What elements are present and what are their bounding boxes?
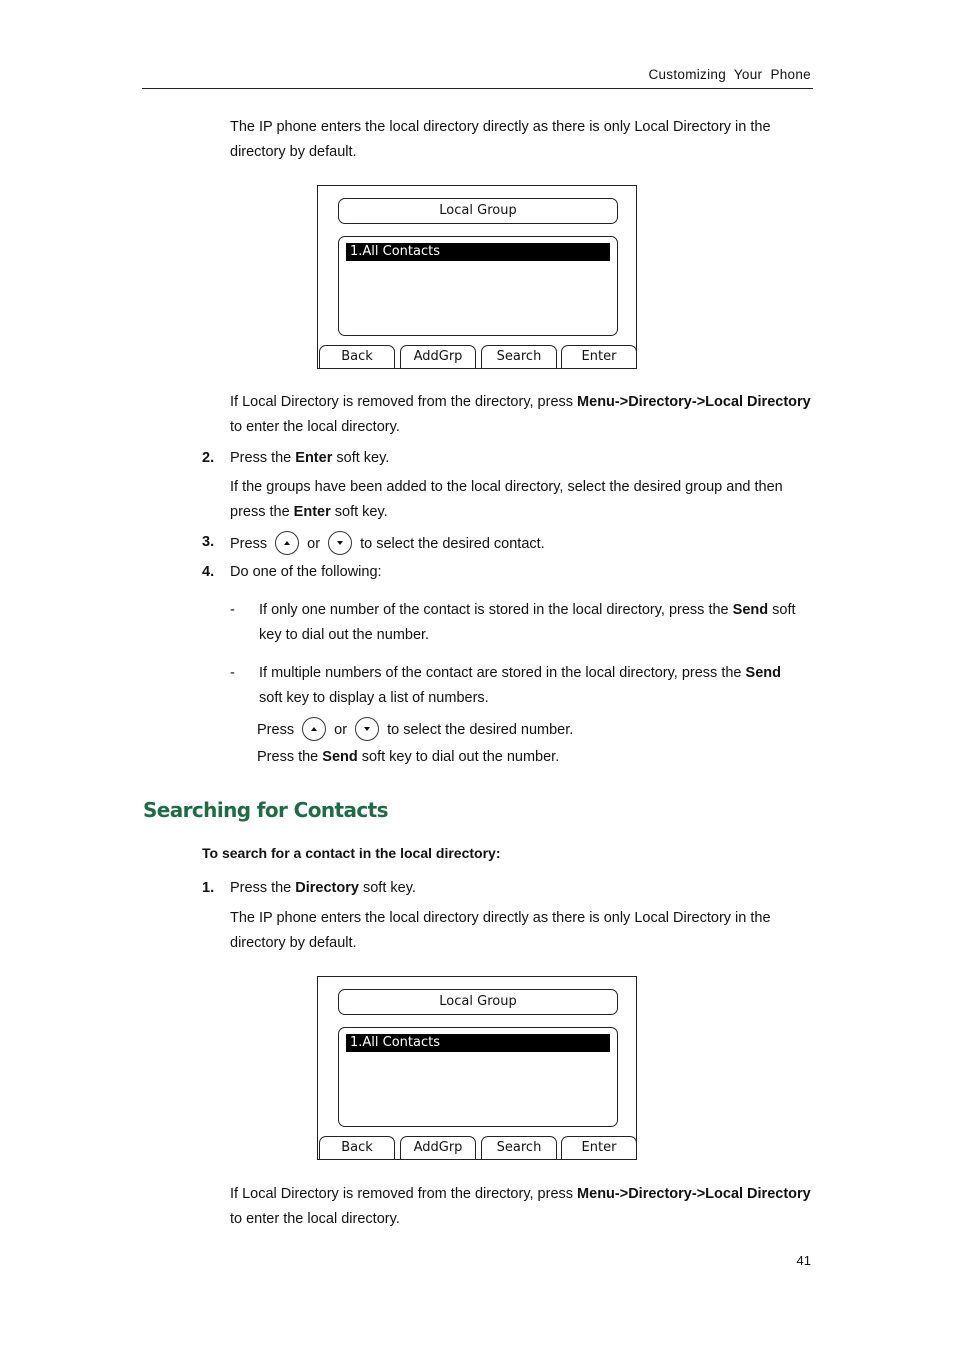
softkey-search: Search xyxy=(481,345,557,368)
softkey-bar xyxy=(318,1135,636,1159)
up-key-icon xyxy=(275,531,299,555)
step-text: Press or to select the desired contact. xyxy=(230,532,545,556)
softkey-addgrp: AddGrp xyxy=(400,1136,476,1159)
up-key-icon xyxy=(302,717,326,741)
procedure-title: To search for a contact in the local directory: xyxy=(202,845,501,861)
section-heading: Searching for Contacts xyxy=(143,798,388,822)
softkey-enter: Enter xyxy=(561,345,637,368)
intro-paragraph-2: The IP phone enters the local directory directly as there is only Local Directory in the directory by default. xyxy=(230,910,771,951)
bullet-press-line: Press or to select the desired number. xyxy=(257,718,573,742)
softkey-addgrp: AddGrp xyxy=(400,345,476,368)
step-number: 2. xyxy=(202,450,215,466)
intro-paragraph: The IP phone enters the local directory directly as there is only Local Directory in the directory by default. xyxy=(230,119,771,160)
down-key-icon xyxy=(328,531,352,555)
phone-screen-2 xyxy=(317,976,637,1160)
softkey-back: Back xyxy=(319,1136,395,1159)
step-text: Press the Directory soft key. xyxy=(230,880,416,896)
bullet-text: If multiple numbers of the contact are stored in the local directory, press the Send soft key to display a list of numbers. xyxy=(259,665,781,706)
bullet-dash: - xyxy=(230,602,235,618)
page-number: 41 xyxy=(796,1253,811,1268)
removed-note-1: If Local Directory is removed from the directory, press Menu->Directory->Local Directory to enter the local directory. xyxy=(230,394,811,435)
header-rule xyxy=(142,88,813,89)
bullet-text: If only one number of the contact is stored in the local directory, press the Send soft key to dial out the number. xyxy=(259,602,796,643)
screen-list xyxy=(338,1027,618,1127)
screen-title: Local Group xyxy=(338,198,618,224)
step-number: 4. xyxy=(202,564,215,580)
selected-item: 1.All Contacts xyxy=(346,1034,610,1052)
selected-item: 1.All Contacts xyxy=(346,243,610,261)
step-number: 3. xyxy=(202,534,215,550)
phone-screen-1 xyxy=(317,185,637,369)
running-header: Customizing Your Phone xyxy=(648,67,811,82)
softkey-back: Back xyxy=(319,345,395,368)
screen-list xyxy=(338,236,618,336)
softkey-search: Search xyxy=(481,1136,557,1159)
step2-detail: If the groups have been added to the local directory, select the desired group and then press the Enter soft key. xyxy=(230,479,783,520)
bullet-dash: - xyxy=(230,665,235,681)
down-key-icon xyxy=(355,717,379,741)
softkey-enter: Enter xyxy=(561,1136,637,1159)
softkey-bar xyxy=(318,344,636,368)
screen-title: Local Group xyxy=(338,989,618,1015)
bullet-send-line: Press the Send soft key to dial out the number. xyxy=(257,749,560,765)
step-number: 1. xyxy=(202,880,215,896)
step-text: Press the Enter soft key. xyxy=(230,450,390,466)
removed-note-2: If Local Directory is removed from the directory, press Menu->Directory->Local Directory to enter the local directory. xyxy=(230,1186,811,1227)
step-text: Do one of the following: xyxy=(230,564,382,580)
